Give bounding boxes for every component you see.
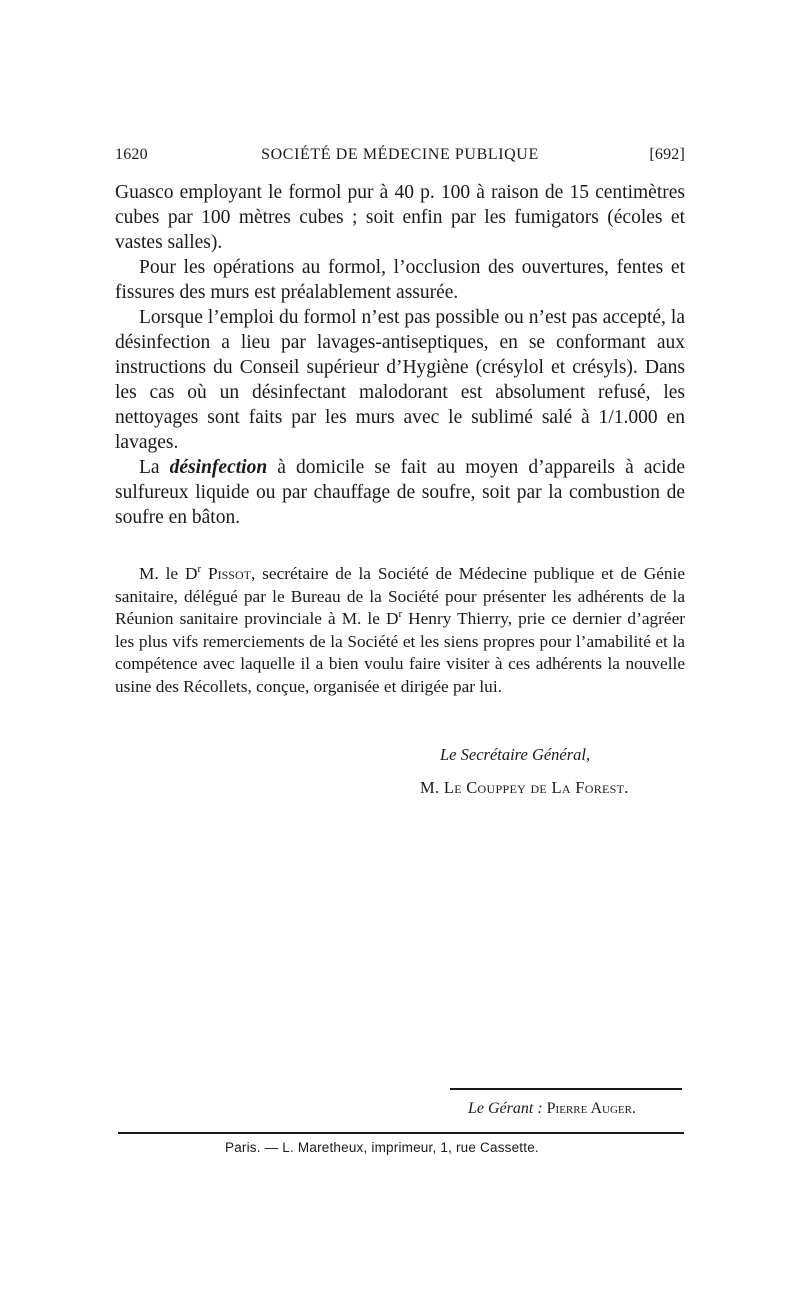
running-title: SOCIÉTÉ DE MÉDECINE PUBLIQUE: [261, 146, 539, 163]
closing-text1: , secrétaire de la Société de Médecine publique et de Génie sanitaire, délégué par le Bureau de la Société pour présenter les adhérents de la Réunion sanitaire provinciale à M. le D: [115, 564, 686, 628]
gerant-line: [468, 1100, 636, 1118]
closing-m1: M. le D: [139, 564, 198, 583]
paragraph-4: [115, 455, 685, 530]
page-reference: [692]: [649, 146, 685, 163]
paragraph-4-start: La: [139, 457, 170, 478]
paragraph-4-rest: à domicile se fait au moyen d’appareils à acide sulfureux liquide ou par chauffage de soufre, soit par la combustion de soufre en bâton.: [115, 457, 685, 528]
gerant-label: Le Gérant :: [468, 1100, 543, 1117]
footer-rule-bottom: [118, 1132, 684, 1134]
closing-text2: Henry Thierry, prie ce dernier d’agréer les plus vifs remerciements de la Société et les siens propres pour l’amabilité et la compétence avec laquelle il a bien voulu faire visiter à ces adhérents la nouvelle usine des Récollets, conçue, organisée et dirigée par lui.: [115, 609, 685, 696]
signature-name: M. Le Couppey de La Forest.: [420, 778, 629, 797]
printer-imprint: Paris. — L. Maretheux, imprimeur, 1, rue Cassette.: [225, 1140, 539, 1155]
signature-role: Le Secrétaire Général,: [440, 745, 591, 764]
page-number: 1620: [115, 146, 148, 163]
closing-sup1: r: [197, 563, 202, 576]
running-head: [115, 146, 685, 170]
paragraph-1: Guasco employant le formol pur à 40 p. 100 à raison de 15 centimètres cubes par 100 mètres cubes ; soit enfin par les fumigators (écoles et vastes salles).: [115, 182, 685, 253]
closing-name1: Pissot: [208, 564, 251, 583]
body-text: [115, 180, 685, 530]
closing-paragraph: [115, 563, 685, 698]
paragraph-4-italic: désinfection: [169, 457, 268, 478]
closing-sup2: r: [398, 608, 403, 621]
gerant-name: Pierre Auger.: [546, 1100, 636, 1117]
paragraph-2: Pour les opérations au formol, l’occlusion des ouvertures, fentes et fissures des murs est préalablement assurée.: [115, 257, 685, 303]
footer-rule-top: [450, 1088, 682, 1090]
paragraph-3: Lorsque l’emploi du formol n’est pas possible ou n’est pas accepté, la désinfection a lieu par lavages-antiseptiques, en se conformant aux instructions du Conseil supérieur d’Hygiène (crésylol et crésyls). Dans les cas où un désinfectant malodorant est absolument refusé, les nettoyages sont faits par les murs avec le sublimé salé à 1/1.000 en lavages.: [115, 307, 685, 453]
